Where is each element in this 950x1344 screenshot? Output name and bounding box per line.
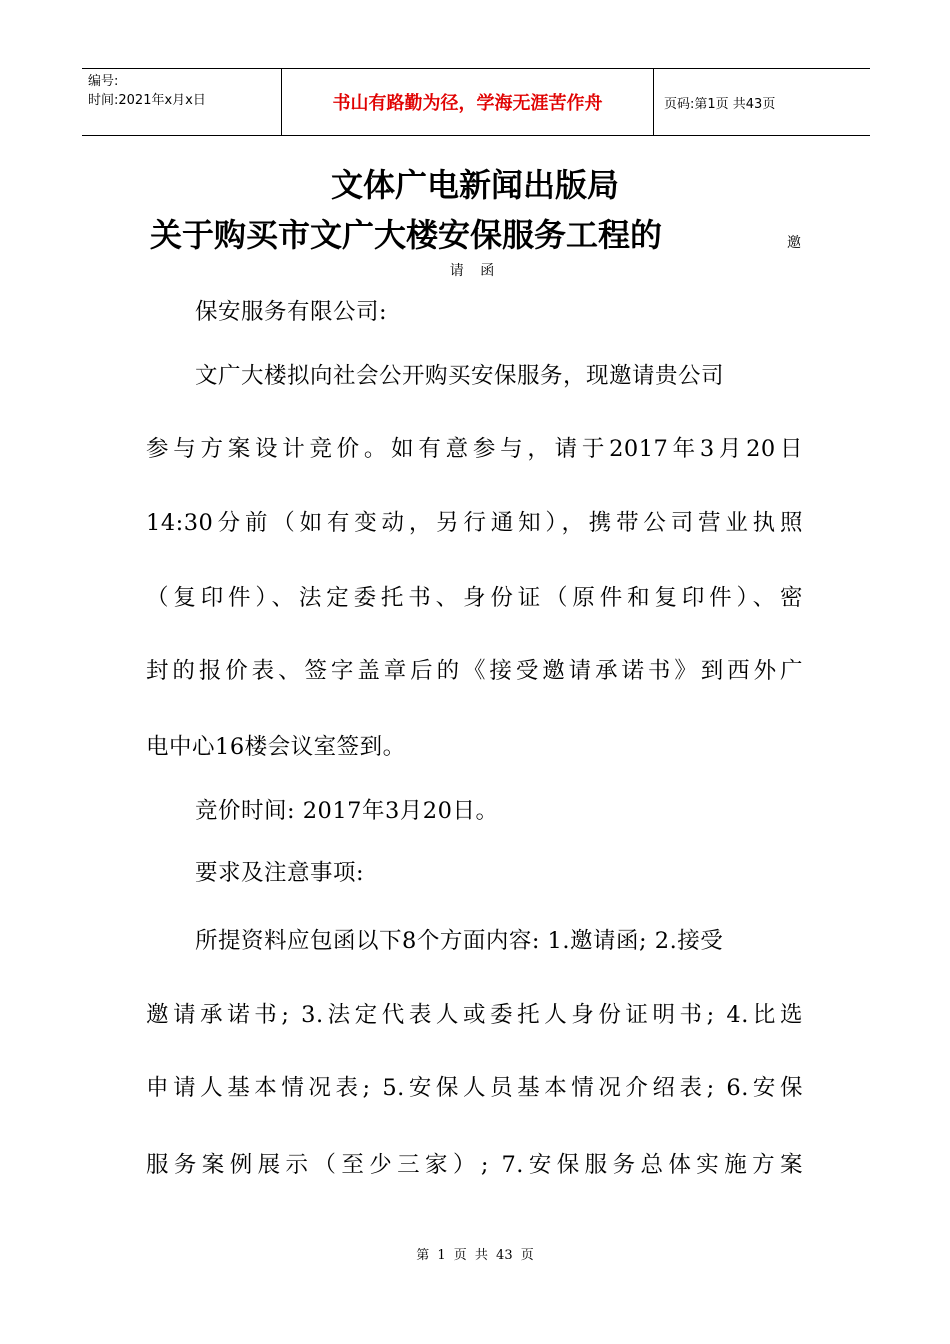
page-footer: 第 1 页 共 43 页 <box>416 1248 534 1263</box>
body-line: 保安服务有限公司: <box>195 299 388 325</box>
document-title-line2-tail: 邀 <box>787 235 801 251</box>
time-label: 时间:2021年x月x日 <box>88 93 206 108</box>
body-line: 电中心16楼会议室签到。 <box>146 734 406 760</box>
body-line: （复印件）、法定委托书、身份证（原件和复印件）、密 <box>146 585 803 611</box>
body-line: 封的报价表、签字盖章后的《接受邀请承诺书》到西外广 <box>146 658 803 684</box>
body-line: 文广大楼拟向社会公开购买安保服务，现邀请贵公司 <box>195 363 725 389</box>
number-label: 编号: <box>88 74 119 89</box>
document-title-line3: 请 函 <box>449 263 501 279</box>
header-page-number: 页码:第1页 共43页 <box>664 96 776 112</box>
body-line: 参与方案设计竞价。如有意参与，请于2017年3月20日 <box>146 436 803 462</box>
body-line: 所提资料应包函以下8个方面内容: 1.邀请函; 2.接受 <box>195 928 724 954</box>
document-header <box>82 68 870 136</box>
header-motto: 书山有路勤为径，学海无涯苦作舟 <box>282 69 654 135</box>
body-line: 竞价时间: 2017年3月20日。 <box>195 798 499 824</box>
body-line: 邀请承诺书; 3.法定代表人或委托人身份证明书; 4.比选 <box>146 1002 803 1028</box>
body-line: 服务案例展示（至少三家）; 7.安保服务总体实施方案 <box>146 1152 803 1178</box>
document-title-line1: 文体广电新闻出版局 <box>330 166 619 204</box>
header-meta <box>82 69 282 135</box>
document-title-line2: 关于购买市文广大楼安保服务工程的 <box>150 216 663 254</box>
body-line: 申请人基本情况表; 5.安保人员基本情况介绍表; 6.安保 <box>146 1075 803 1101</box>
body-line: 要求及注意事项: <box>195 860 365 886</box>
body-line: 14:30分前（如有变动，另行通知），携带公司营业执照 <box>146 510 803 536</box>
